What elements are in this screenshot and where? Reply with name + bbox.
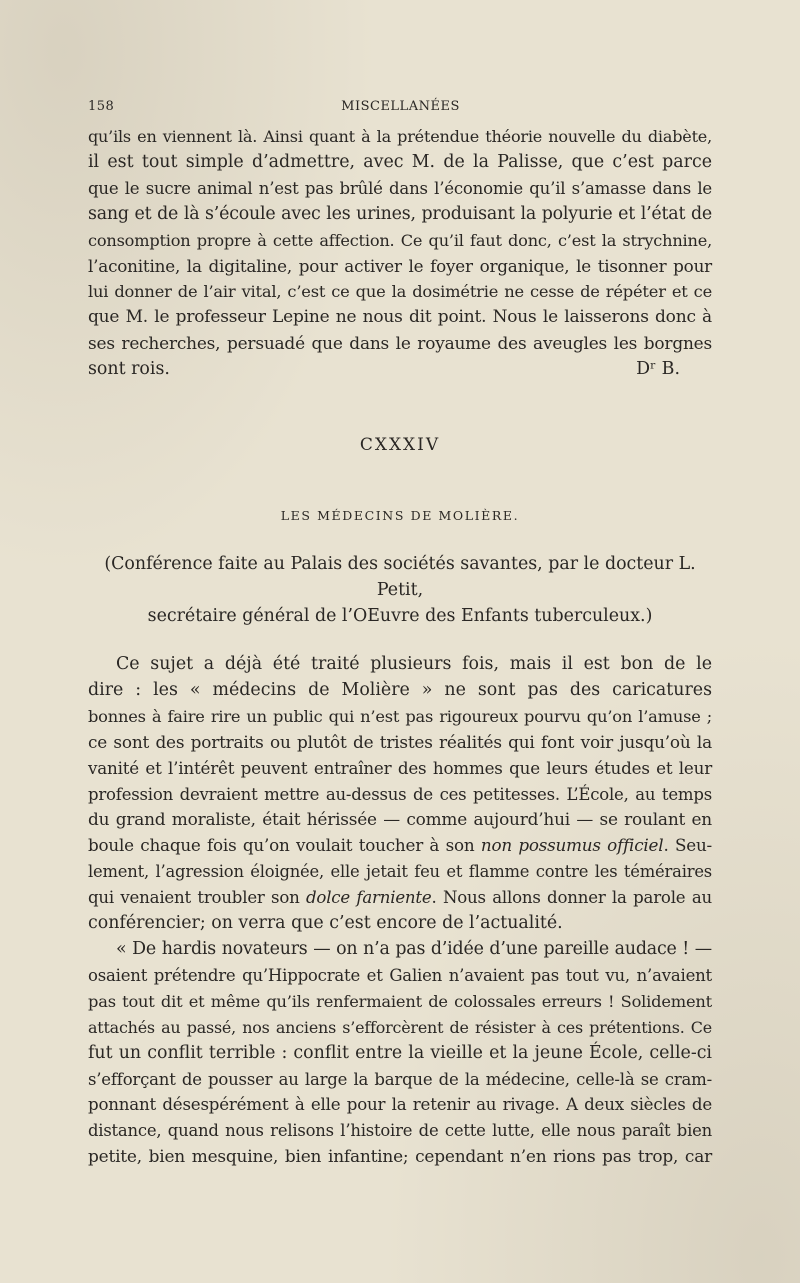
intro-paragraph [88,124,712,383]
text-line: ponnant désespérément à elle pour la retenir au rivage. A deux siècles de [88,1095,712,1115]
text-line: vanité et l’intérêt peuvent entraîner des hommes que leurs études et leur [88,757,712,778]
intro-text [88,124,712,357]
text-line: s’efforçant de pousser au large la barque de la médecine, celle-là se cram- [88,1069,712,1089]
text-line: conférencier; on verra que c’est encore de l’actualité. [88,913,563,934]
text-line: sang et de là s’écoule avec les urines, produisant la polyurie et l’état de [88,203,712,224]
text-line: attachés au passé, nos anciens s’efforcèrent de résister à ces prétentions. Ce [88,1017,712,1037]
text-line: profession devraient mettre au-dessus de ces petitesses. L’École, au temps [88,784,712,804]
text-line: que M. le professeur Lepine ne nous dit point. Nous le laisserons donc à [88,307,712,328]
text-line: du grand moraliste, était hérissée — comme aujourd’hui — se roulant en [88,809,712,830]
running-title: MISCELLANÉES [341,99,460,114]
italic-phrase: dolce farniente [306,888,432,908]
text-line: distance, quand nous relisons l’histoire de cette lutte, elle nous paraît bien [88,1121,712,1141]
text-line [88,885,712,911]
text-line: consomption propre à cette affection. Ce qu’il faut donc, c’est la strychnine, [88,230,712,250]
chapter-title: LES MÉDECINS DE MOLIÈRE. [280,508,520,523]
text-line: ce sont des portraits ou plutôt de tristes réalités qui font voir jusqu’où la [88,731,712,752]
text-line: fut un conflit terrible : conflit entre la vieille et la jeune École, celle-ci [88,1042,712,1063]
signoff-text: sont rois. [88,359,170,380]
signoff-author: Dʳ B. [636,359,680,380]
text-line [88,833,712,859]
text-line: osaient prétendre qu’Hippocrate et Galien n’avaient pas tout vu, n’avaient [88,965,712,985]
text-line: qu’ils en viennent là. Ainsi quant à la prétendue théorie nouvelle du diabète, [88,127,712,146]
paragraph-1 [88,652,712,937]
text-run: boule chaque fois qu’on voulait toucher à son [88,835,481,856]
subtitle-line: (Conférence faite au Palais des sociétés savantes, par le docteur L. Petit, [104,554,696,600]
text-line: bonnes à faire rire un public qui n’est pas rigoureux pourvu qu’on l’amuse ; [88,706,712,726]
text-line: pas tout dit et même qu’ils renfermaient de colossales erreurs ! Solidement [88,991,712,1011]
text-line: l’aconitine, la digitaline, pour activer le foyer organique, le tisonner pour [88,255,712,276]
text-line: petite, bien mesquine, bien infantine; cependant n’en rions pas trop, car [88,1146,712,1167]
text-run: . Nous allons donner la parole au [431,888,712,908]
text-line: ses recherches, persuadé que dans le royaume des aveugles les borgnes [88,333,712,354]
chapter-subtitle [88,551,712,629]
text-run: qui venaient troubler son [88,888,307,908]
text-line: lui donner de l’air vital, c’est ce que la dosimétrie ne cesse de répéter et ce [88,282,712,302]
chapter-number: CXXXIV [359,435,441,455]
signoff [88,357,712,383]
text-line: Ce sujet a déjà été traité plusieurs fois, mais il est bon de le [116,654,712,674]
italic-phrase: non possumus officiel [480,835,664,856]
text-line: que le sucre animal n’est pas brûlé dans l’économie qu’il s’amasse dans le [88,178,712,198]
paragraph-2 [88,937,712,1170]
text-line: dire : les « médecins de Molière » ne sont pas des caricatures [88,679,712,700]
page-number: 158 [88,99,115,114]
text-run: . Seu- [663,835,712,856]
text-line: « De hardis novateurs — on n’a pas d’idée d’une pareille audace ! — [116,938,712,959]
text-line: il est tout simple d’admettre, avec M. de la Palisse, que c’est parce [88,151,712,172]
subtitle-line: secrétaire général de l’OEuvre des Enfants tuberculeux.) [147,606,653,626]
page-header [88,99,713,121]
text-line: lement, l’agression éloignée, elle jetait feu et flamme contre les téméraires [88,862,712,882]
body-text [88,652,712,1170]
